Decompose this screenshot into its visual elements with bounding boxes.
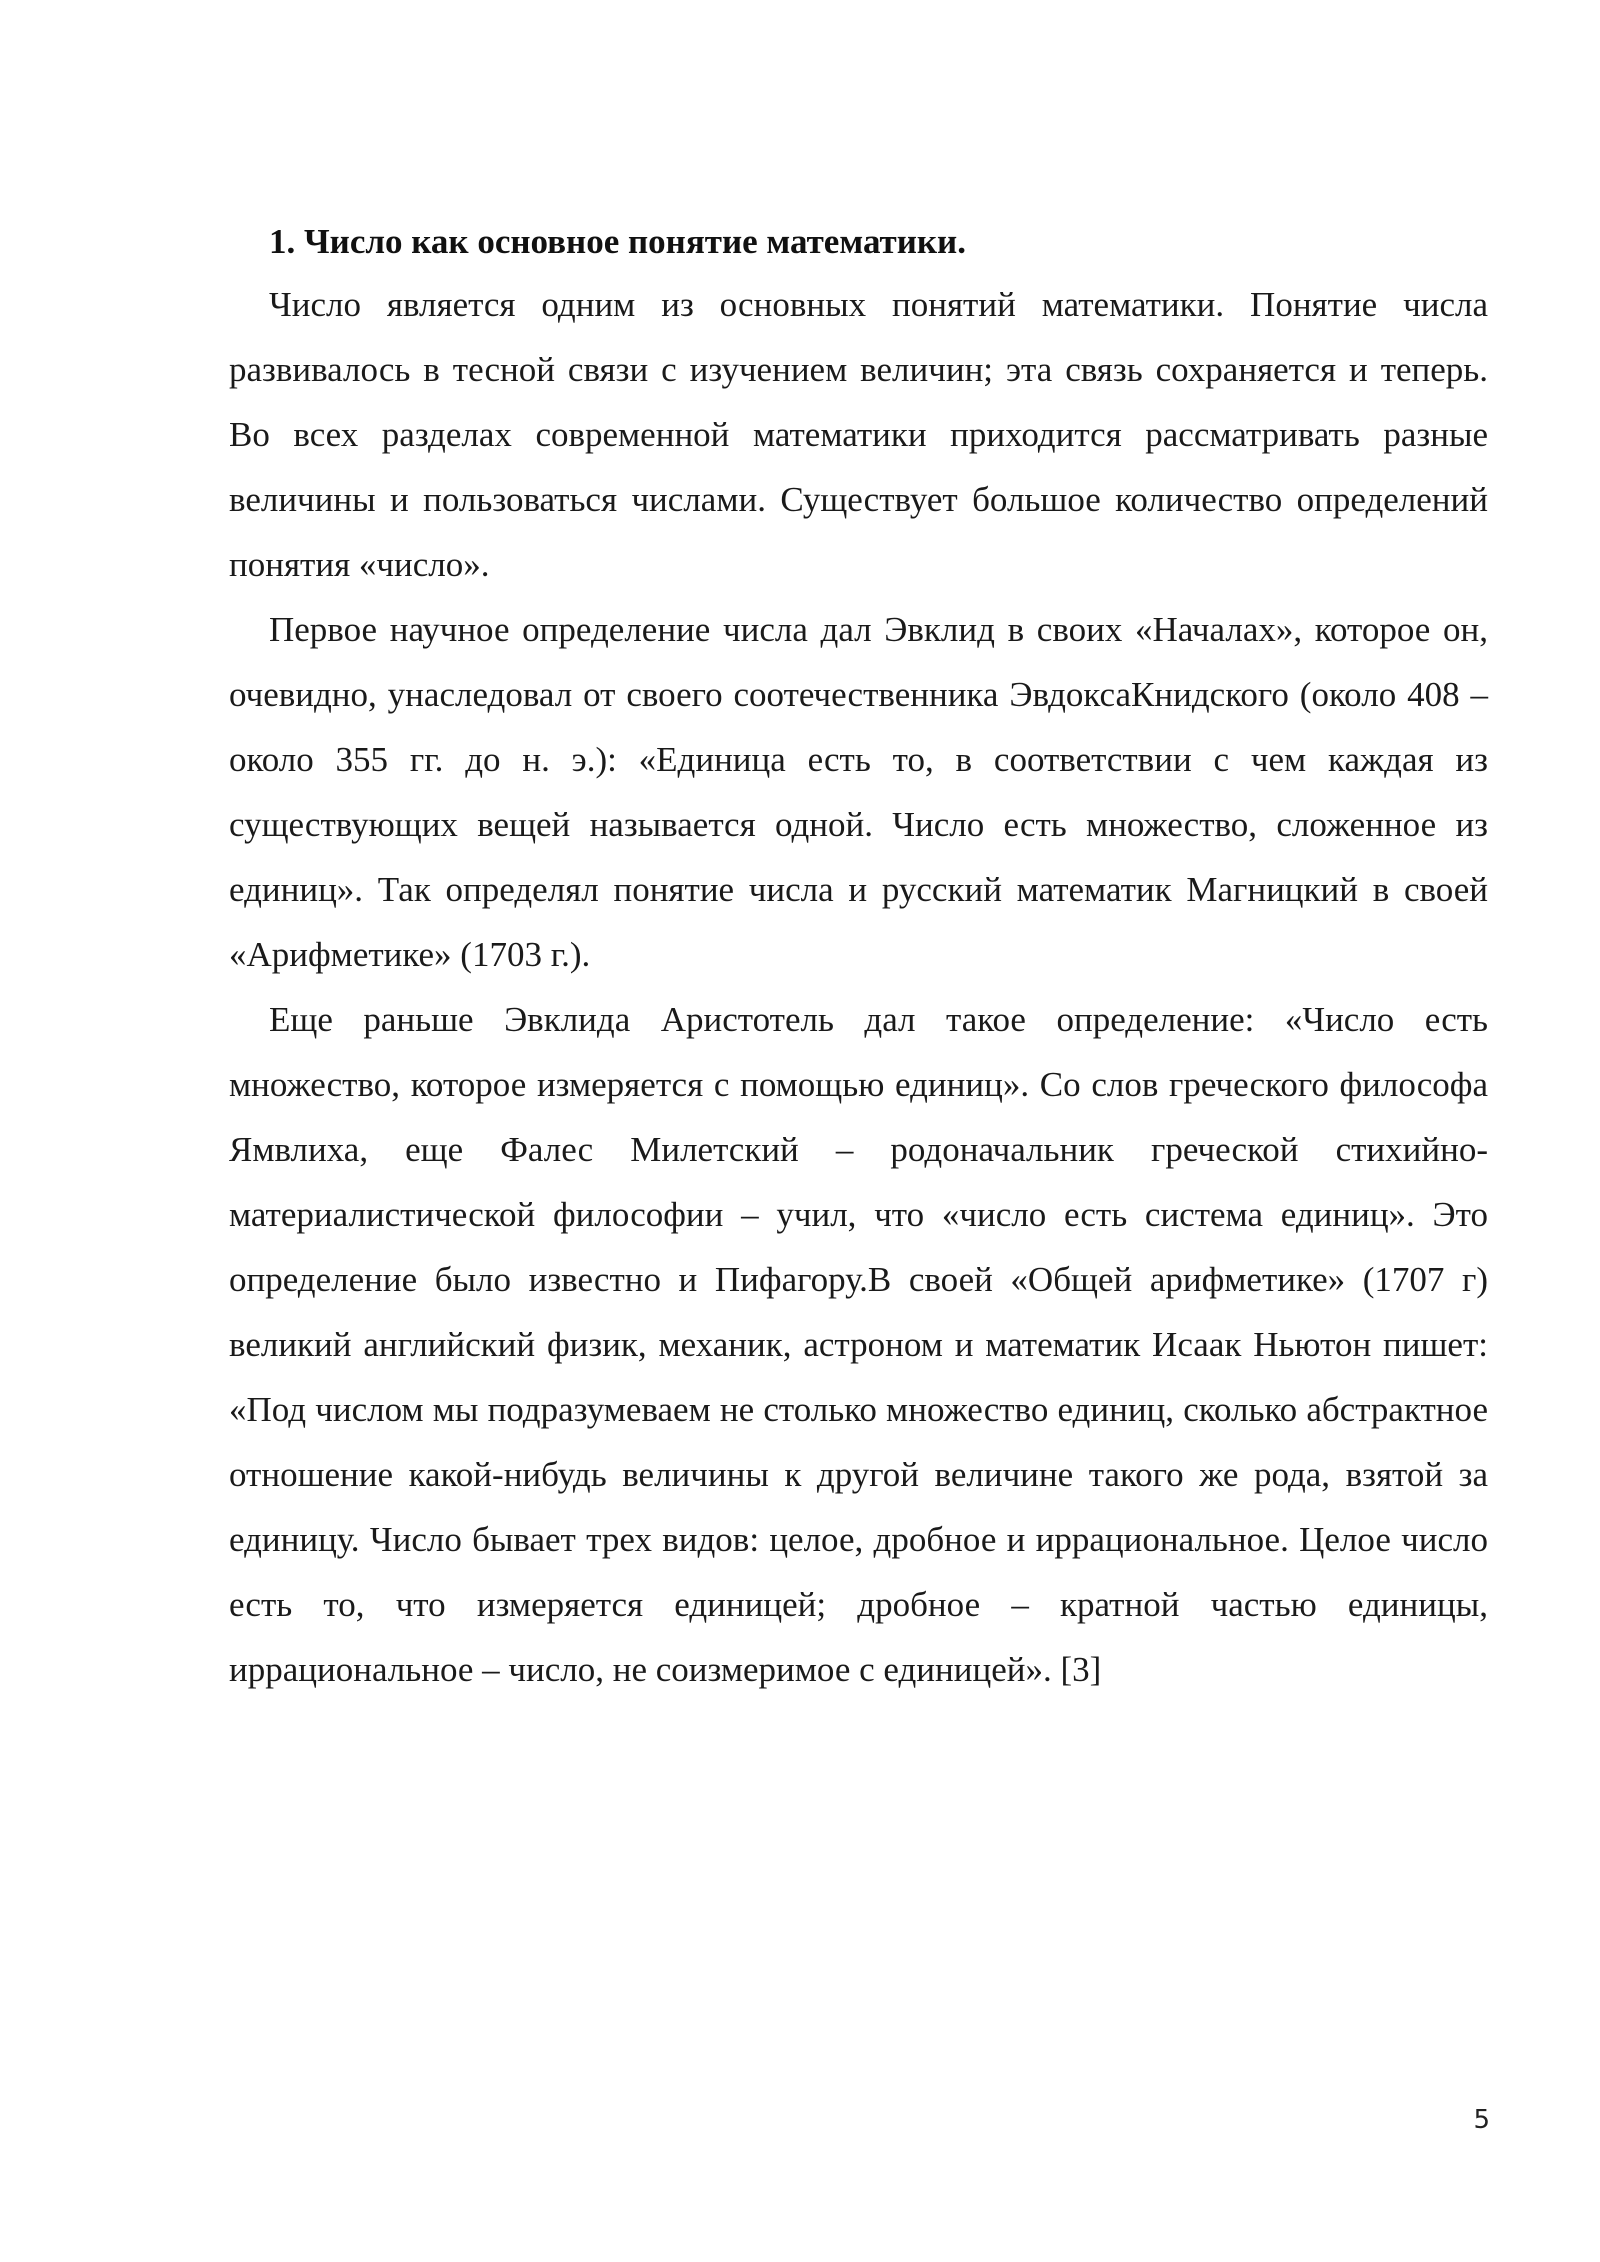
document-body	[229, 212, 1488, 1702]
page-number: 5	[1473, 2105, 1490, 2135]
section-heading: 1. Число как основное понятие математики.	[269, 222, 966, 261]
paragraph-1: Число является одним из основных понятий математики. Понятие числа развивалось в тесной связи с изучением величин; эта связь сохраняется и теперь. Во всех разделах современной математики приходится рассматривать разные величины и пользоваться числами. Существует большое количество определений понятия «число».	[229, 285, 1488, 584]
paragraph-3: Еще раньше Эвклида Аристотель дал такое определение: «Число есть множество, которое измеряется с помощью единиц». Со слов греческого философа Ямвлиха, еще Фалес Милетский – родоначальник греческой стихийно-материалистической философии – учил, что «число есть система единиц». Это определение было известно и Пифагору.В своей «Общей арифметике» (1707 г) великий английский физик, механик, астроном и математик Исаак Ньютон пишет: «Под числом мы подразумеваем не столько множество единиц, сколько абстрактное отношение какой-нибудь величины к другой величине такого же рода, взятой за единицу. Число бывает трех видов: целое, дробное и иррациональное. Целое число есть то, что измеряется единицей; дробное – кратной частью единицы, иррациональное – число, не соизмеримое с единицей». [3]	[229, 1000, 1488, 1689]
paragraph-2: Первое научное определение числа дал Эвклид в своих «Началах», которое он, очевидно, унаследовал от своего соотечественника ЭвдоксаКнидского (около 408 – около 355 гг. до н. э.): «Единица есть то, в соответствии с чем каждая из существующих вещей называется одной. Число есть множество, сложенное из единиц». Так определял понятие числа и русский математик Магницкий в своей «Арифметике» (1703 г.).	[229, 610, 1488, 974]
